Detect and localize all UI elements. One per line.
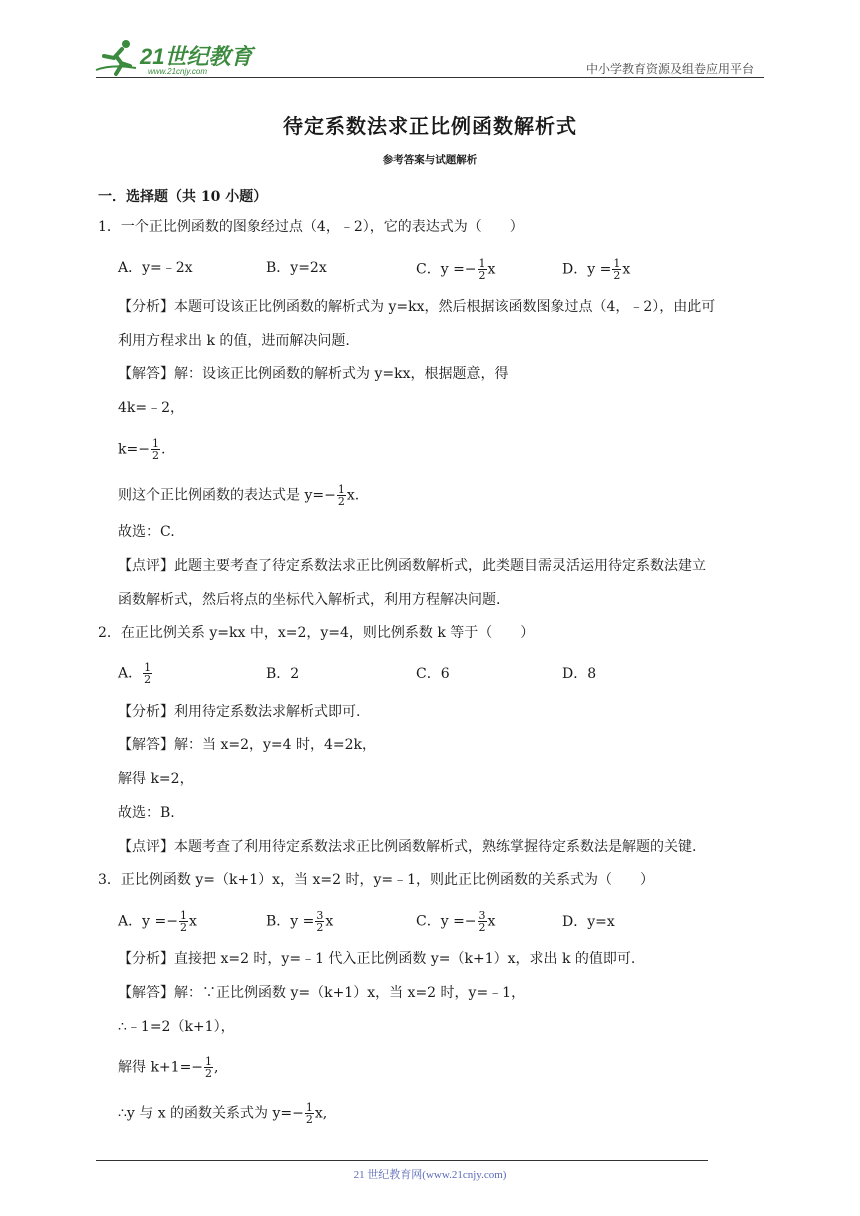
q3-option-b[interactable]: B．y = $\frac{3}{2}$ x xyxy=(266,909,334,934)
logo-runner-icon xyxy=(92,36,262,78)
q1-answer-line1: 【解答】解：设该正比例函数的解析式为 y=kx，根据题意，得 xyxy=(118,366,509,382)
q3-stem: 3．正比例函数 y=（k+1）x，当 x=2 时，y=﹣1，则此正比例函数的关系式为（ ） xyxy=(98,872,654,888)
q3-answer-line3: 解得 k+1=− $\frac{1}{2}$ , xyxy=(118,1055,219,1080)
header-divider xyxy=(96,77,764,78)
q1-answer-line4: 则这个正比例函数的表达式是 y=− $\frac{1}{2}$ x. xyxy=(118,483,360,508)
q1-answer-line3: k=− $\frac{1}{2}$ . xyxy=(118,437,166,462)
svg-text:www.21cnjy.com: www.21cnjy.com xyxy=(148,67,207,76)
q2-choice: 故选：B. xyxy=(118,805,175,821)
q1-comment-line1: 【点评】此题主要考查了待定系数法求正比例函数解析式，此类题目需灵活运用待定系数法建立 xyxy=(118,558,706,574)
q1-option-c-prefix: C．y =− xyxy=(416,261,477,278)
q3-analysis: 【分析】直接把 x=2 时，y=﹣1 代入正比例函数 y=（k+1）x，求出 k 的值即可. xyxy=(118,951,636,967)
fraction: $\frac{1}{2}$ xyxy=(478,257,486,282)
fraction: $\frac{1}{2}$ xyxy=(337,483,345,508)
q1-option-a[interactable]: A．y=﹣2x xyxy=(118,260,193,276)
q1-analysis-line2: 利用方程求出 k 的值，进而解决问题. xyxy=(118,333,350,349)
q1-option-d[interactable]: D．y = $\frac{1}{2}$ x xyxy=(562,257,631,282)
q3-option-a[interactable]: A．y =− $\frac{1}{2}$ x xyxy=(118,909,197,934)
q1-analysis-line1: 【分析】本题可设该正比例函数的解析式为 y=kx，然后根据该函数图象过点（4，﹣2），由此可 xyxy=(118,299,716,315)
fraction: $\frac{3}{2}$ xyxy=(478,909,486,934)
q1-choice: 故选：C. xyxy=(118,524,175,540)
page-title: 待定系数法求正比例函数解析式 xyxy=(283,114,577,138)
fraction: $\frac{1}{2}$ xyxy=(151,437,159,462)
q2-option-c[interactable]: C．6 xyxy=(416,666,450,682)
q1-option-b[interactable]: B．y=2x xyxy=(266,260,327,276)
q1-option-d-prefix: D．y = xyxy=(562,261,612,278)
q3-answer-line1: 【解答】解：∵正比例函数 y=（k+1）x，当 x=2 时，y=﹣1， xyxy=(118,985,526,1001)
q3-option-d[interactable]: D．y=x xyxy=(562,914,615,930)
q2-comment: 【点评】本题考查了利用待定系数法求正比例函数解析式，熟练掌握待定系数法是解题的关键. xyxy=(118,839,697,855)
q1-stem: 1．一个正比例函数的图象经过点（4，﹣2），它的表达式为（ ） xyxy=(98,219,524,235)
q2-option-a[interactable]: A． $\frac{1}{2}$ xyxy=(118,661,152,686)
q3-answer-line4: ∴y 与 x 的函数关系式为 y=− $\frac{1}{2}$ x, xyxy=(118,1101,328,1126)
footer-link[interactable]: 21 世纪教育网(www.21cnjy.com) xyxy=(353,1169,507,1181)
q2-stem: 2．在正比例关系 y=kx 中，x=2，y=4，则比例系数 k 等于（ ） xyxy=(98,625,535,641)
fraction: $\frac{1}{2}$ xyxy=(144,661,152,686)
q2-option-b[interactable]: B．2 xyxy=(266,666,300,682)
q1-answer-line2: 4k=﹣2， xyxy=(118,400,185,416)
footer-divider xyxy=(96,1160,708,1161)
q2-answer-line1: 【解答】解：当 x=2，y=4 时，4=2k， xyxy=(118,737,377,753)
fraction: $\frac{1}{2}$ xyxy=(179,909,187,934)
site-logo[interactable] xyxy=(92,36,262,78)
q1-comment-line2: 函数解析式，然后将点的坐标代入解析式，利用方程解决问题. xyxy=(118,592,501,608)
page-subtitle: 参考答案与试题解析 xyxy=(382,154,478,166)
section-heading: 一．选择题（共 10 小题） xyxy=(98,189,268,205)
fraction: $\frac{1}{2}$ xyxy=(613,257,621,282)
q1-option-c[interactable]: C．y =− $\frac{1}{2}$ x xyxy=(416,257,496,282)
svg-text:21世纪教育: 21世纪教育 xyxy=(140,44,253,69)
platform-name: 中小学教育资源及组卷应用平台 xyxy=(585,62,754,76)
q2-answer-line2: 解得 k=2， xyxy=(118,771,194,787)
fraction: $\frac{1}{2}$ xyxy=(305,1101,313,1126)
q2-analysis: 【分析】利用待定系数法求解析式即可. xyxy=(118,704,361,720)
fraction: $\frac{3}{2}$ xyxy=(316,909,324,934)
q3-answer-line2: ∴﹣1=2（k+1）， xyxy=(118,1019,235,1035)
q2-option-d[interactable]: D．8 xyxy=(562,666,597,682)
fraction: $\frac{1}{2}$ xyxy=(205,1055,213,1080)
q3-option-c[interactable]: C．y =− $\frac{3}{2}$ x xyxy=(416,909,496,934)
